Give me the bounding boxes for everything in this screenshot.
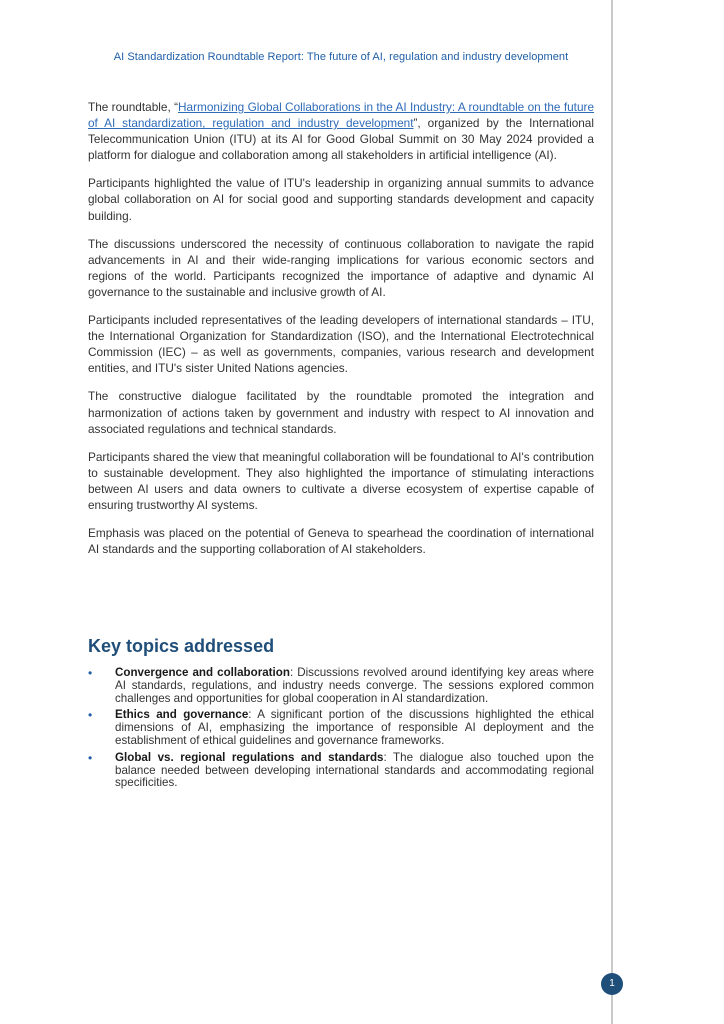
bullet-icon: • [88,708,93,723]
paragraph: Emphasis was placed on the potential of Geneva to spearhead the coordination of international AI standards and the supporting collaboration of AI stakeholders. [88,526,594,557]
paragraph: Participants highlighted the value of ITU's leadership in organizing annual summits to advance global collaboration on AI for social good and supporting standards development and capacity building. [88,176,594,223]
paragraph: Participants included representatives of the leading developers of international standards – ITU, the International Organization for Standardization (ISO), and the International Electrotechnical Commission (IEC) – as well as governments, companies, various research and development entities, and ITU's sister United Nations agencies. [88,313,594,376]
list-item [88,667,594,705]
key-topics-list [88,667,594,794]
intro-pre: The roundtable, “ [88,100,179,114]
running-header: AI Standardization Roundtable Report: The future of AI, regulation and industry development [113,51,569,63]
intro-paragraph [88,99,594,163]
roundtable-link[interactable]: Harmonizing Global Collaborations in the AI Industry: A roundtable on the future of AI standardization, regulation and industry development [88,100,595,131]
paragraph: The constructive dialogue facilitated by the roundtable promoted the integration and harmonization of actions taken by government and industry with respect to AI innovation and associated regulations and technical standards. [88,389,594,436]
topic-text: : A significant portion of the discussions highlighted the ethical dimensions of AI, emphasizing the importance of responsible AI deployment and the establishment of ethical guidelines and governance frameworks. [115,708,594,747]
paragraph: The discussions underscored the necessity of continuous collaboration to navigate the rapid advancements in AI and their wide-ranging implications for various economic sectors and regions of the world. Participants recognized the importance of adaptive and dynamic AI governance to the sustainable and inclusive growth of AI. [88,236,594,299]
page-number-badge: 1 [601,973,623,995]
list-item [88,709,594,747]
body-text [88,99,594,569]
bullet-icon: • [88,666,93,680]
topic-title: Ethics and governance [115,708,249,722]
key-topics-heading: Key topics addressed [88,636,275,656]
topic-text: : Discussions revolved around identifying key areas where AI standards, regulations, and industry needs converge. The sessions explored common challenges and opportunities for global cooperation in AI standardization. [115,666,595,705]
bullet-icon: • [88,750,93,765]
paragraph: Participants shared the view that meaningful collaboration will be foundational to AI's contribution to sustainable development. They also highlighted the importance of stimulating interactions between AI users and data owners to cultivate a diverse ecosystem of expertise capable of ensuring trustworthy AI systems. [88,449,594,512]
topic-text: : The dialogue also touched upon the balance needed between developing international standards and accommodating regional specificities. [115,750,594,790]
page-edge-rule [611,0,613,1024]
topic-title: Global vs. regional regulations and standards [115,750,384,764]
topic-title: Convergence and collaboration [115,666,290,679]
intro-post: ”, organized by the International Telecommunication Union (ITU) at its AI for Good Global Summit on 30 May 2024 provided a platform for dialogue and collaboration among all stakeholders in artificial intelligence (AI). [88,116,594,163]
list-item [88,752,594,790]
